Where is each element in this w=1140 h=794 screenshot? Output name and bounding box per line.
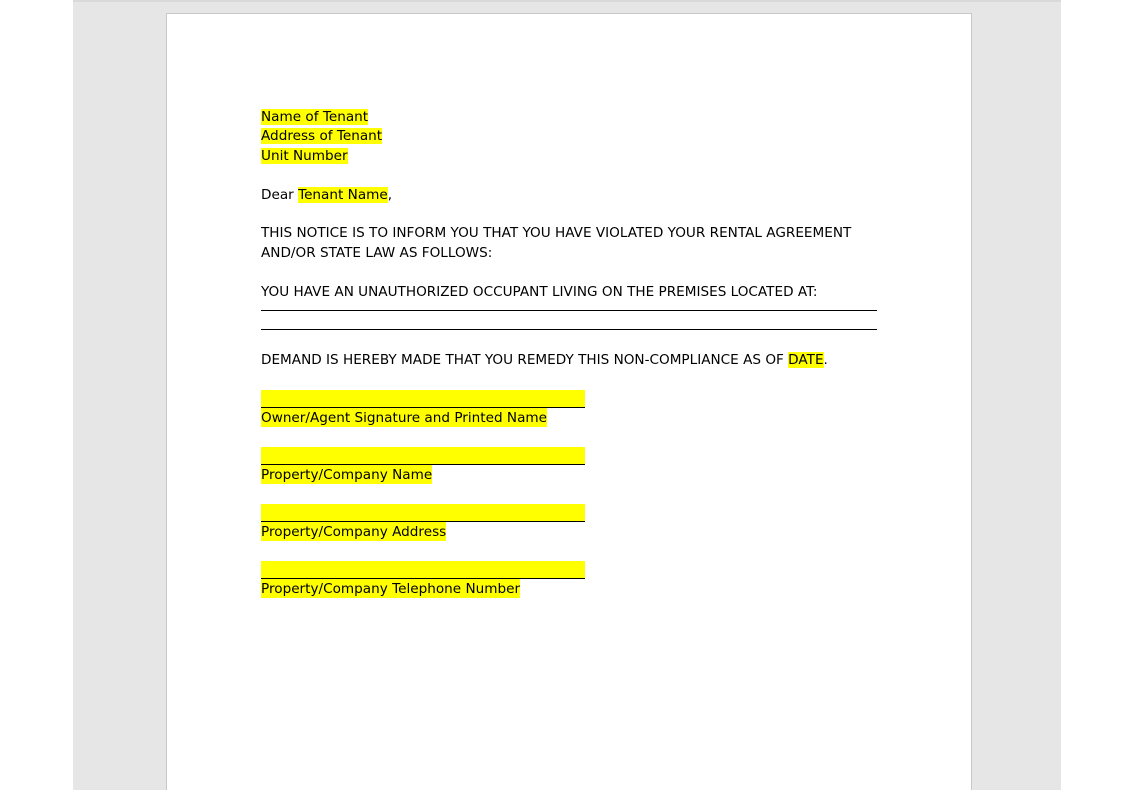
signature-blank-owner[interactable] [261,390,585,408]
salutation-suffix: , [387,186,393,203]
salutation-prefix: Dear [261,186,299,203]
occupant-statement: YOU HAVE AN UNAUTHORIZED OCCUPANT LIVING ON THE PREMISES LOCATED AT: [261,283,818,300]
recipient-name: Name of Tenant [261,109,369,125]
signature-field-company-address[interactable] [261,504,585,541]
signature-label-company-address: Property/Company Address [261,524,447,541]
recipient-unit-line [261,147,877,166]
recipient-name-line [261,108,877,127]
demand-date: DATE [788,351,824,368]
notice-line-2: AND/OR STATE LAW AS FOLLOWS: [261,244,493,261]
premises-blank-line-1[interactable] [261,310,877,311]
signature-label-company-phone: Property/Company Telephone Number [261,581,521,598]
signature-blank-company-phone[interactable] [261,561,585,579]
demand-statement [261,351,877,370]
demand-suffix: . [823,351,828,368]
notice-line-1: THIS NOTICE IS TO INFORM YOU THAT YOU HAVE VIOLATED YOUR RENTAL AGREEMENT [261,225,852,242]
recipient-address-line [261,127,877,146]
salutation [261,186,877,205]
signature-blank-company-name[interactable] [261,447,585,465]
signature-blank-company-address[interactable] [261,504,585,522]
signature-field-owner[interactable] [261,390,585,427]
premises-blank-line-2[interactable] [261,329,877,330]
signature-label-company-name: Property/Company Name [261,467,433,484]
recipient-address: Address of Tenant [261,128,383,145]
signature-label-owner: Owner/Agent Signature and Printed Name [261,410,548,427]
signature-field-company-phone[interactable] [261,561,585,598]
recipient-unit: Unit Number [261,147,348,164]
signature-field-company-name[interactable] [261,447,585,484]
salutation-tenant-name: Tenant Name [298,186,388,203]
demand-text: DEMAND IS HEREBY MADE THAT YOU REMEDY THIS NON-COMPLIANCE AS OF [261,351,789,368]
letter-body[interactable] [261,108,877,598]
